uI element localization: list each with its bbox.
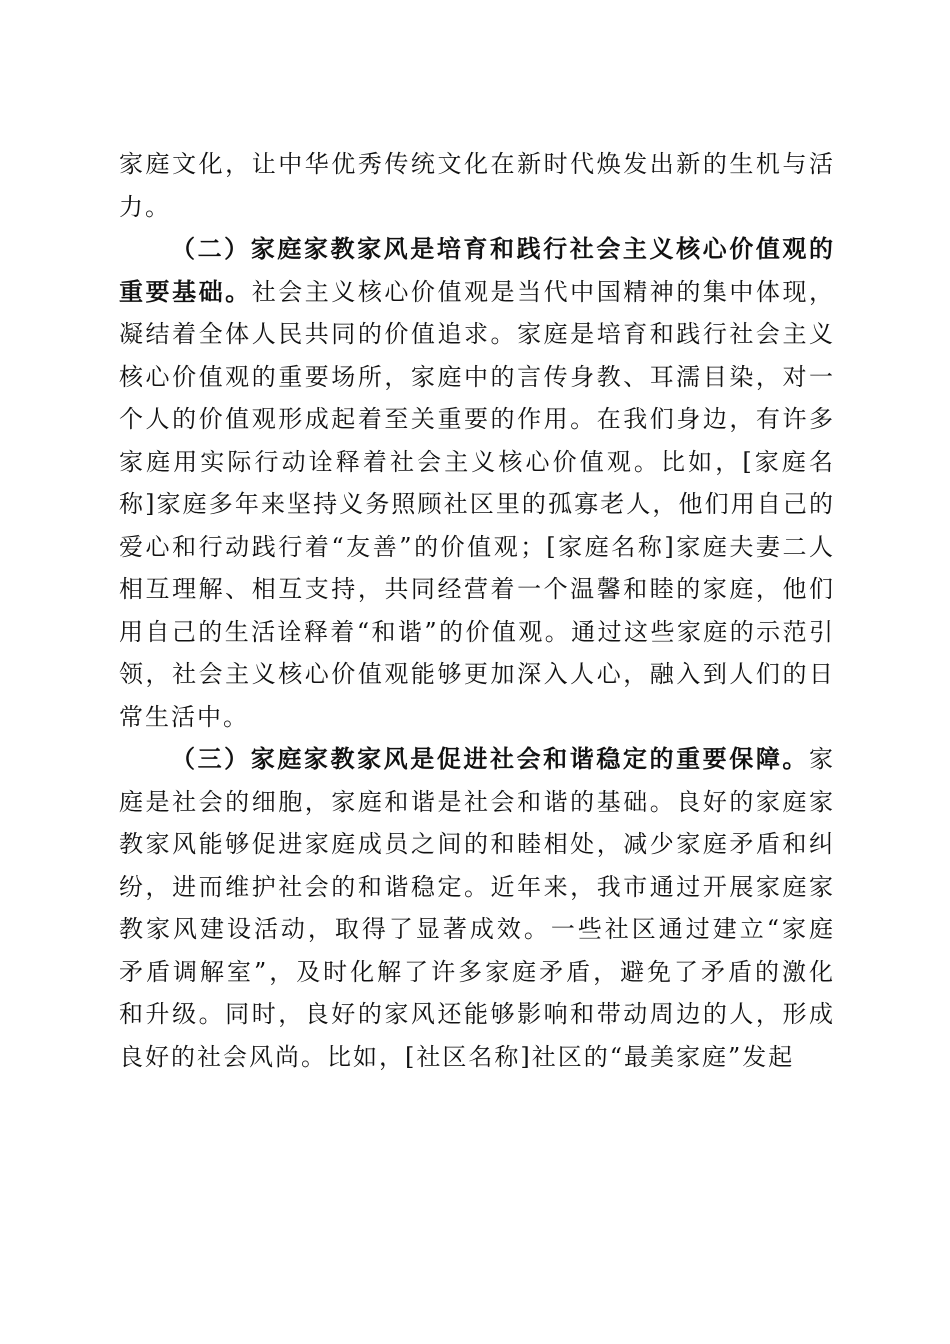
section-3-body: 家庭是社会的细胞，家庭和谐是社会和谐的基础。良好的家庭家教家风能够促进家庭成员之间的和睦相处，减少家庭矛盾和纠纷，进而维护社会的和谐稳定。近年来，我市通过开展家庭家教家风建设活动，取得了显著成效。一些社区通过建立“家庭矛盾调解室”，及时化解了许多家庭矛盾，避免了矛盾的激化和升级。同时，良好的家风还能够影响和带动周边的人，形成良好的社会风尚。比如，[社区名称]社区的“最美家庭”发起 (119, 745, 835, 1071)
document-body (119, 143, 835, 1078)
paragraph-section-3 (119, 738, 835, 1078)
section-2-body: 社会主义核心价值观是当代中国精神的集中体现，凝结着全体人民共同的价值追求。家庭是培育和践行社会主义核心价值观的重要场所，家庭中的言传身教、耳濡目染，对一个人的价值观形成起着至关重要的作用。在我们身边，有许多家庭用实际行动诠释着社会主义核心价值观。比如，[家庭名称]家庭多年来坚持义务照顾社区里的孤寡老人，他们用自己的爱心和行动践行着“友善”的价值观；[家庭名称]家庭夫妻二人相互理解、相互支持，共同经营着一个温馨和睦的家庭，他们用自己的生活诠释着“和谐”的价值观。通过这些家庭的示范引领，社会主义核心价值观能够更加深入人心，融入到人们的日常生活中。 (119, 277, 836, 731)
section-3-heading: （三）家庭家教家风是促进社会和谐稳定的重要保障。 (171, 744, 809, 773)
paragraph-section-2 (119, 228, 835, 738)
paragraph-1-body: 家庭文化，让中华优秀传统文化在新时代焕发出新的生机与活力。 (119, 150, 835, 221)
paragraph-continuation (119, 143, 835, 228)
section-2-heading: （二）家庭家教家风是培育和践行社会主义核心价值观的重要基础。 (119, 234, 835, 306)
